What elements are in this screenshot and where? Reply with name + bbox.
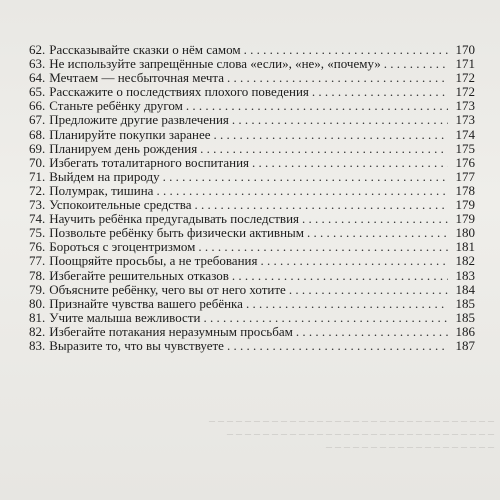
toc-entry-page-number: 187 <box>455 337 475 353</box>
toc-entry-page-number: 185 <box>455 295 475 311</box>
toc-entry-number: 64. <box>29 70 46 86</box>
toc-entry <box>29 339 475 353</box>
toc-entry-page-number: 182 <box>455 253 475 269</box>
toc-entry-number: 70. <box>29 154 46 170</box>
toc-entry-page-number: 171 <box>455 56 475 72</box>
toc-entry-page-number: 181 <box>455 239 475 255</box>
toc-entry-title: Признайте чувства вашего ребёнка <box>49 295 243 311</box>
toc-entry-title: Успокоительные средства <box>49 197 192 213</box>
toc-entry-title: Мечтаем — несбыточная мечта <box>49 70 225 86</box>
toc-entry-number: 78. <box>29 267 46 283</box>
toc-entry-page-number: 172 <box>455 70 475 86</box>
toc-dot-leader <box>246 297 448 311</box>
toc-entry-number: 74. <box>29 211 46 227</box>
toc-entry <box>29 311 475 325</box>
toc-entry-page-number: 178 <box>455 182 475 198</box>
toc-entry-page-number: 173 <box>455 112 475 128</box>
toc-entry <box>29 325 475 339</box>
toc-entry-title: Поощряйте просьбы, а не требования <box>49 253 258 269</box>
toc-entry <box>29 71 475 85</box>
bleed-through-text: _ _ _ _ _ _ _ _ _ _ _ _ _ _ _ _ _ _ _ _ _ _ _ _ _ _ _ _ _ _ _ _ _ _ _ _ _ _ _ _ _ _ _ _ _ _ _ _ _ _ _ _ _ _ _ _ _ _ _ _ _ _ _ _ _ _ _ _ _ _ _ _ _ _ _ _ _ _ _ _ _ <box>209 409 494 449</box>
toc-entry-page-number: 185 <box>455 309 475 325</box>
toc-entry-page-number: 179 <box>455 211 475 227</box>
toc-entry-number: 72. <box>29 182 46 198</box>
toc-entry <box>29 198 475 212</box>
toc-entry-number: 82. <box>29 323 46 339</box>
toc-entry <box>29 128 475 142</box>
toc-dot-leader <box>312 85 448 99</box>
toc-dot-leader <box>302 212 448 226</box>
toc-entry-number: 68. <box>29 126 46 142</box>
toc-entry-number: 62. <box>29 42 46 57</box>
toc-entry-title: Избегайте потакания неразумным просьбам <box>49 323 293 339</box>
toc-entry <box>29 226 475 240</box>
toc-dot-leader <box>244 43 448 57</box>
toc-entry-title: Избегать тоталитарного воспитания <box>49 154 250 170</box>
toc-entry-title: Объясните ребёнку, чего вы от него хотите <box>49 281 286 297</box>
toc-entry <box>29 113 475 127</box>
toc-entry <box>29 43 475 57</box>
toc-dot-leader <box>200 142 448 156</box>
toc-dot-leader <box>384 57 448 71</box>
toc-entry-title: Выразите то, что вы чувствуете <box>49 337 224 353</box>
toc-entry <box>29 85 475 99</box>
toc-entry-title: Выйдем на природу <box>49 168 160 184</box>
toc-dot-leader <box>232 113 448 127</box>
toc-entry-page-number: 183 <box>455 267 475 283</box>
toc-entry-number: 76. <box>29 239 46 255</box>
toc-entry-page-number: 177 <box>455 168 475 184</box>
toc-entry <box>29 184 475 198</box>
toc-dot-leader <box>186 99 448 113</box>
toc-entry <box>29 57 475 71</box>
toc-dot-leader <box>289 283 448 297</box>
toc-entry-number: 67. <box>29 112 46 128</box>
toc-entry <box>29 283 475 297</box>
toc-entry-number: 79. <box>29 281 46 297</box>
toc-entry-page-number: 179 <box>455 197 475 213</box>
toc-entry <box>29 156 475 170</box>
toc-entry-number: 75. <box>29 225 46 241</box>
toc-entry-title: Расскажите о последствиях плохого поведения <box>49 84 309 100</box>
toc-entry-title: Рассказывайте сказки о нём самом <box>49 42 241 57</box>
toc-entry-title: Станьте ребёнку другом <box>49 98 183 114</box>
toc-entry-title: Позвольте ребёнку быть физически активным <box>49 225 304 241</box>
toc-dot-leader <box>307 226 448 240</box>
toc-dot-leader <box>156 184 448 198</box>
toc-entry <box>29 170 475 184</box>
toc-entry-number: 77. <box>29 253 46 269</box>
toc-entry <box>29 297 475 311</box>
toc-entry-title: Полумрак, тишина <box>49 182 154 198</box>
toc-dot-leader <box>227 71 448 85</box>
toc-entry-number: 66. <box>29 98 46 114</box>
toc-entry <box>29 254 475 268</box>
toc-entry-number: 69. <box>29 140 46 156</box>
toc-dot-leader <box>227 339 448 353</box>
toc-entry-title: Не используйте запрещённые слова «если», «не», «почему» <box>49 56 381 72</box>
toc-dot-leader <box>296 325 448 339</box>
toc-dot-leader <box>260 254 448 268</box>
toc-entry-page-number: 176 <box>455 154 475 170</box>
toc-entry-number: 81. <box>29 309 46 325</box>
toc-entry-title: Планируйте покупки заранее <box>49 126 211 142</box>
toc-dot-leader <box>194 198 448 212</box>
toc-entry-title: Научить ребёнка предугадывать последствия <box>49 211 300 227</box>
toc-entry-title: Учите малыша вежливости <box>49 309 201 325</box>
toc-entry-number: 71. <box>29 168 46 184</box>
toc-entry-number: 73. <box>29 197 46 213</box>
toc-entry-page-number: 175 <box>455 140 475 156</box>
toc-entry-number: 63. <box>29 56 46 72</box>
toc-entry-page-number: 184 <box>455 281 475 297</box>
toc-entry-title: Бороться с эгоцентризмом <box>49 239 196 255</box>
toc-entry <box>29 212 475 226</box>
toc-dot-leader <box>252 156 448 170</box>
toc-entry-number: 83. <box>29 337 46 353</box>
toc-entry <box>29 142 475 156</box>
toc-entry-number: 80. <box>29 295 46 311</box>
toc-entry-page-number: 172 <box>455 84 475 100</box>
toc-dot-leader <box>232 269 448 283</box>
toc-dot-leader <box>163 170 448 184</box>
toc-dot-leader <box>198 240 448 254</box>
toc-entry-page-number: 174 <box>455 126 475 142</box>
toc-entry <box>29 240 475 254</box>
toc-entry-title: Избегайте решительных отказов <box>49 267 229 283</box>
toc-entry-title: Планируем день рождения <box>49 140 198 156</box>
toc-entry-page-number: 170 <box>455 42 475 57</box>
toc-entry <box>29 269 475 283</box>
toc-dot-leader <box>203 311 448 325</box>
toc-dot-leader <box>214 128 448 142</box>
toc-entry-number: 65. <box>29 84 46 100</box>
toc-entry-page-number: 186 <box>455 323 475 339</box>
toc-entry <box>29 99 475 113</box>
toc-entry-page-number: 173 <box>455 98 475 114</box>
toc-entry-title: Предложите другие развлечения <box>49 112 229 128</box>
toc-entry-page-number: 180 <box>455 225 475 241</box>
table-of-contents <box>29 43 475 353</box>
